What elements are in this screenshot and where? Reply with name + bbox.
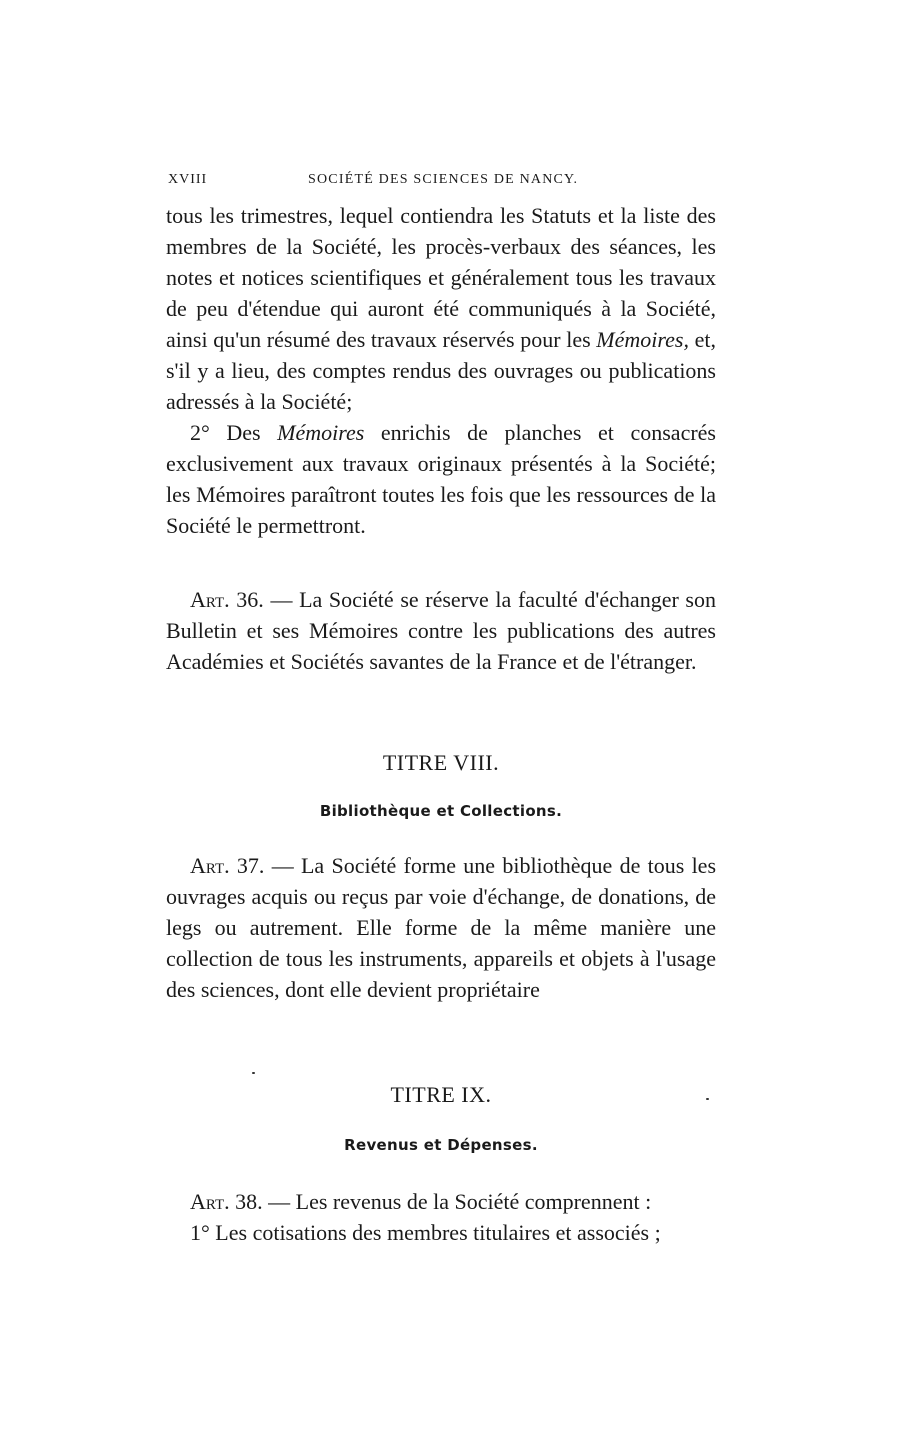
paragraph-bulletin-contents: tous les trimestres, lequel contiendra les Statuts et la liste des membres de la Société, les procès-verbaux des séances, les notes et notices scientifiques et généralement tous les travaux de peu d'étendue qui auront été communiqués à la Société, ainsi qu'un résumé des travaux réservés pour les Mémoires, et, s'il y a lieu, des comptes rendus des ouvrages ou publications adressés à la Société; xyxy=(166,203,716,414)
section-title-titre-ix: TITRE IX. xyxy=(390,1082,492,1107)
paragraph-memoires: 2° Des Mémoires enrichis de planches et consacrés exclusivement aux travaux originaux présentés à la Société; les Mémoires paraîtront toutes les fois que les ressources de la Société le permettront. xyxy=(166,420,716,538)
article-text: La Société forme une bibliothèque de tous les ouvrages acquis ou reçus par voie d'échange, de donations, de legs ou autrement. Elle forme de la même manière une collection de tous les instruments, appareils et objets à l'usage des sciences, dont elle devient propriétaire xyxy=(166,853,717,1002)
article-text: Les revenus de la Société comprennent : xyxy=(295,1189,652,1214)
memoires-emphasis: Mémoires xyxy=(277,420,365,445)
article-label: Art. xyxy=(190,587,230,612)
article-37 xyxy=(166,850,716,1005)
article-label: Art. xyxy=(190,853,230,878)
section-subtitle-bibliotheque: Bibliothèque et Collections. xyxy=(319,802,563,820)
list-item: 1° Les cotisations des membres titulaires et associés ; xyxy=(190,1220,661,1245)
ink-speck xyxy=(252,1072,255,1074)
article-number: 37. — xyxy=(229,853,301,878)
article-number: 38. — xyxy=(229,1189,296,1214)
text-block-continuation xyxy=(166,200,716,541)
running-head xyxy=(168,172,716,194)
ink-speck xyxy=(706,1098,709,1100)
running-title: SOCIÉTÉ DES SCIENCES DE NANCY. xyxy=(308,172,579,187)
section-title-titre-viii: TITRE VIII. xyxy=(382,750,500,775)
page-number: XVIII xyxy=(168,172,208,187)
article-number: 36. — xyxy=(229,587,300,612)
article-text: La Société se réserve la faculté d'échanger son Bulletin et ses Mémoires contre les publications des autres Académies et Sociétés savantes de la France et de l'étranger. xyxy=(166,587,716,674)
section-subtitle-revenus: Revenus et Dépenses. xyxy=(344,1136,538,1154)
article-label: Art. xyxy=(190,1189,230,1214)
article-36 xyxy=(166,584,716,677)
memoires-emphasis: Mémoires, xyxy=(596,327,689,352)
article-38 xyxy=(166,1186,716,1248)
